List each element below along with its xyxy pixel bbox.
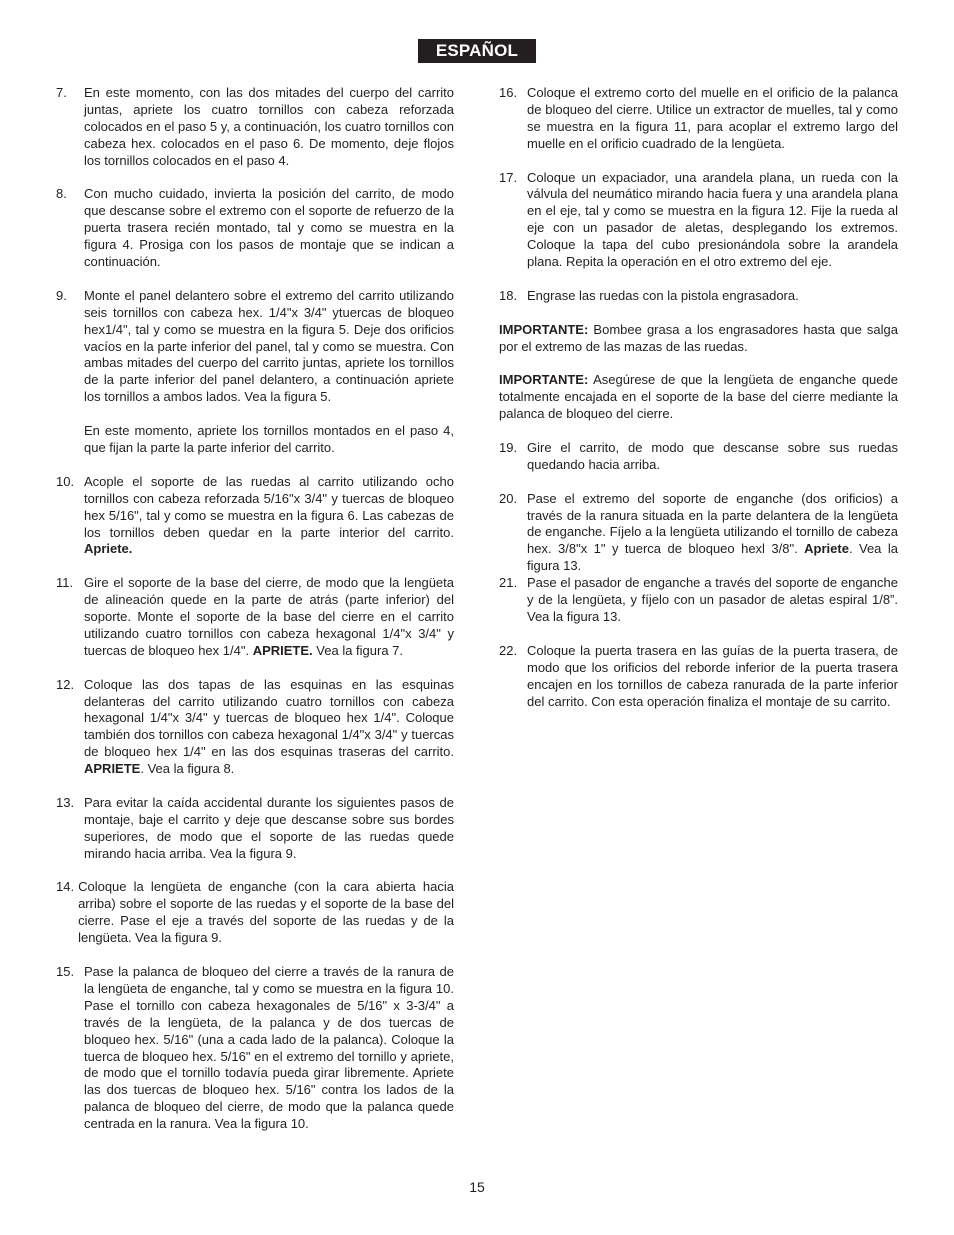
important-note-latch [499,372,898,423]
step-number: 22. [499,642,518,658]
step-16 [499,85,898,153]
step-text [84,677,454,778]
step-text: Gire el carrito, de modo que descanse sobre sus ruedas quedando hacia arriba. [527,439,898,472]
step-12 [56,677,454,778]
step-body: Gire el soporte de la base del cierre, de modo que la lengüeta de alineación quede en la parte de atrás (parte inferior) del soporte. Monte el soporte de la base del cierre en el carrito utilizando cuatro tornillos con cabeza hexagonal 1/4"x 3/4" y tuercas de bloqueo hex 1/4". [84,575,454,658]
important-label: IMPORTANTE: [499,372,589,388]
step-text: Pase la palanca de bloqueo del cierre a través de la ranura de la lengüeta de enganche, tal y como se muestra en la figura 10. Pase el tornillo con cabeza hexagonales de 5/16" x 3-3/4" a través de la lengüeta, de la palanca y de dos tuercas de bloqueo hex. 5/16" (una a cada lado de la palanca). Coloque la tuerca de bloqueo hex. 5/16" en el extremo del tornillo y apriete, de modo que el tornillo todavía pueda girar libremente. Apriete las dos tuercas de bloqueo hex. 5/16" contra los lados de la palanca de bloqueo del cierre, de modo que la palanca quede centrada en la ranura. Vea la figura 10. [84,963,454,1132]
step-number: 15. [56,963,75,979]
step-emphasis: Apriete. [84,541,133,557]
step-number: 9. [56,287,67,303]
step-9-note: En este momento, apriete los tornillos montados en el paso 4, que fijan la parte la parte inferior del carrito. [84,423,454,455]
step-18 [499,288,898,305]
step-text: Monte el panel delantero sobre el extremo del carrito utilizando seis tornillos con cabeza hex. 1/4"x 3/4" ytuercas de bloqueo hex1/4", tal y como se muestra en la figura 5. Deje dos orificios vacíos en la parte inferior del panel, tal y como se muestra. Con ambas mitades del cuerpo del carrito juntas, apriete los tornillos de la parte inferior del panel delantero, a continuación apriete los tornillos a ambos lados. Vea la figura 5. [84,287,454,405]
step-number: 11. [56,575,74,591]
important-text: Asegúrese de que la lengüeta de enganche quede totalmente encajada en el soporte de la base del cierre mediante la palanca de bloqueo del cierre. [499,372,898,422]
step-19 [499,440,898,474]
step-11 [56,575,454,660]
step-reference: . Vea la figura 13. [527,541,898,574]
step-text [527,491,898,576]
step-20 [499,491,898,576]
step-number: 7. [56,85,67,100]
step-text: En este momento, con las dos mitades del cuerpo del carrito juntas, apriete los cuatro tornillos con cabeza reforzada colocados en el paso 5 y, a continuación, los cuatro tornillos con cabeza hex. colocados en el paso 6. De momento, deje flojos los tornillos colocados en el paso 4. [84,85,454,168]
step-text: Para evitar la caída accidental durante los siguientes pasos de montaje, baje el carrito y deje que descanse sobre sus bordes superiores, de modo que el soporte de las ruedas quede mirando hacia arriba. Vea la figura 9. [84,794,454,861]
step-15 [56,964,454,1133]
language-header: ESPAÑOL [418,39,536,63]
step-text [84,575,454,660]
important-text: Bombee grasa a los engrasadores hasta que salga por el extremo de las mazas de las ruedas. [499,321,898,354]
important-note-grease [499,322,898,356]
left-column [56,85,454,1150]
step-number: 20. [499,490,518,506]
step-8 [56,186,454,271]
step-text: Coloque la puerta trasera en las guías de la puerta trasera, de modo que los orificios del reborde inferior de la puerta trasera encajen en los tornillos de cabeza ranurada de la parte inferior del carrito. Con esta operación finaliza el montaje de su carrito. [527,642,898,709]
step-21 [499,575,898,626]
step-number: 12. [56,676,75,692]
step-14 [56,879,454,947]
step-emphasis: Apriete [804,541,849,557]
page-number: 15 [469,1179,485,1195]
step-number: 14. [56,879,75,895]
step-reference: Vea la figura 7. [316,642,404,658]
step-body: Pase el extremo del soporte de enganche (dos orificios) a través de la ranura situada en la parte delantera de la lengüeta de enganche. Fíjelo a la lengüeta utilizando el tornillo de cabeza hex. 3/8"x 1" y tuerca de bloqueo hexl 3/8". [527,490,898,557]
step-number: 16. [499,85,518,100]
step-17 [499,170,898,271]
step-text: Coloque un expaciador, una arandela plana, un rueda con la válvula del neumático mirando hacia fuera y una arandela plana en el eje, tal y como se muestra en la figura 12. Fije la rueda al eje con un pasador de aletas, desplegando los extremos. Coloque la tapa del cubo presionándola sobre la arandela plana. Repita la operación en el otro extremo del eje. [527,169,898,270]
step-emphasis: APRIETE [84,761,141,777]
step-reference: . Vea la figura 8. [140,761,235,777]
step-text: Pase el pasador de enganche a través del soporte de enganche y de la lengüeta, y fíjelo con un pasador de aletas espiral 1/8”. Vea la figura 13. [527,575,898,624]
step-22 [499,643,898,711]
step-number: 21. [499,575,518,591]
step-7 [56,85,454,170]
step-10 [56,474,454,559]
step-text: Coloque el extremo corto del muelle en el orificio de la palanca de bloqueo del cierre. Utilice un extractor de muelles, tal y como se muestra en la figura 11, para acoplar el extremo largo del muelle en el orificio cuadrado de la lengüeta. [527,85,898,151]
step-text [84,474,454,559]
step-number: 8. [56,186,67,202]
step-number: 10. [56,473,75,489]
step-number: 19. [499,439,518,455]
step-text: Coloque la lengüeta de enganche (con la cara abierta hacia arriba) sobre el soporte de las ruedas y el soporte de la base del cierre. Pase el eje a través del soporte de las ruedas y de la lengüeta. Vea la figura 9. [78,879,454,946]
step-9 [56,288,454,406]
step-number: 17. [499,169,518,185]
step-text: Engrase las ruedas con la pistola engrasadora. [527,287,799,303]
step-number: 13. [56,794,75,810]
step-emphasis: APRIETE. [252,642,313,658]
important-label: IMPORTANTE: [499,321,589,337]
step-number: 18. [499,287,518,303]
step-body: Acople el soporte de las ruedas al carrito utilizando ocho tornillos con cabeza reforzada 5/16"x 3/4" y tuercas de bloqueo hex 5/16", tal y como se muestra en la figura 6. Las cabezas de los tornillos deben quedar en la parte interior del carrito. [84,473,454,540]
step-text: Con mucho cuidado, invierta la posición del carrito, de modo que descanse sobre el extremo con el soporte de refuerzo de la puerta trasera recién montado, tal y como se muestra en la figura 4. Prosiga con los pasos de montaje que se indican a continuación. [84,186,454,270]
step-body: Coloque las dos tapas de las esquinas en las esquinas delanteras del carrito utilizando cuatro tornillos con cabeza hexagonal 1/4"x 3/4" y tuercas de bloqueo hex 1/4". Coloque también dos tornillos con cabeza hexagonal 1/4"x 3/4" y tuercas de bloqueo hex 1/4" en las dos esquinas traseras del carrito. [84,676,454,760]
right-column [499,85,898,727]
step-13 [56,795,454,863]
